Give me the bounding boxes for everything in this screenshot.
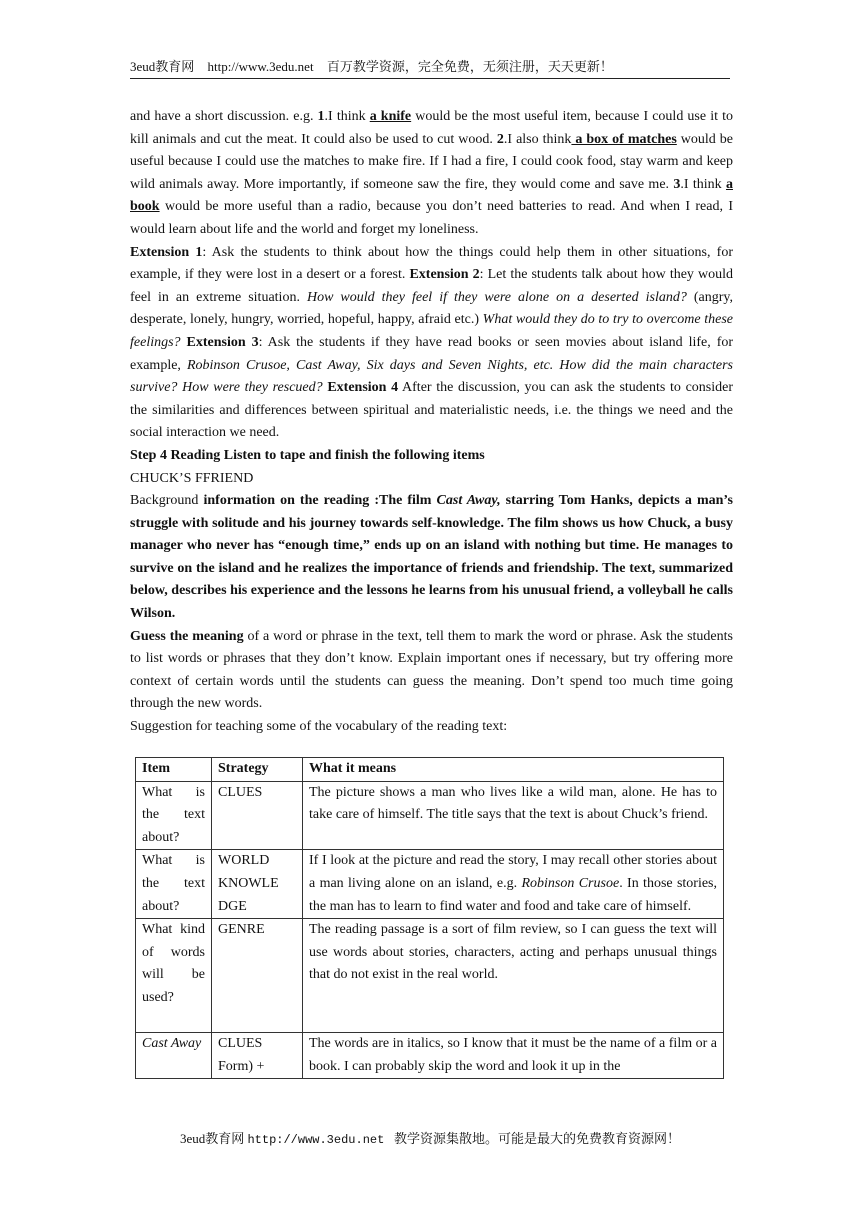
page-header xyxy=(130,56,730,79)
table-row xyxy=(136,850,724,919)
header-slogan: 百万教学资源，完全免费，无须注册，天天更新！ xyxy=(326,59,613,74)
column-header-meaning: What it means xyxy=(303,758,724,782)
chuck-title: CHUCK’S FFRIEND xyxy=(130,470,254,486)
footer-url[interactable]: http://www.3edu.net xyxy=(247,1133,385,1147)
extensions-paragraph: Extension 1: Ask the students to think about how the things could help them in other situations, for example, if they were lost in a desert or a forest. Extension 2: Let the students talk about how they would feel in an extreme situation. How would they feel if they were alone on a deserted island? (angry, desperate, lonely, hungry, worried, hopeful, happy, afraid etc.) What would they do to try to overcome these feelings? Extension 3: Ask the students if they have read books or seen movies about island life, for example, Robinson Crusoe, Cast Away, Six days and Seven Nights, etc. How did the main characters survive? How were they rescued? Extension 4 After the discussion, you can ask the students to consider the similarities and differences between spiritual and materialistic needs, i.e. the things we need and the social interaction we need. xyxy=(130,244,734,441)
cell-meaning: The words are in italics, so I know that it must be the name of a film or a book. I can probably skip the word and look it up in the xyxy=(303,1033,724,1079)
header-url[interactable]: http://www.3edu.net xyxy=(207,59,314,74)
cell-item: What is the text about? xyxy=(136,781,212,850)
table-row xyxy=(136,1033,724,1079)
cell-item: Cast Away xyxy=(136,1033,212,1079)
background-paragraph: Background information on the reading :The film Cast Away, starring Tom Hanks, depicts a man’s struggle with solitude and his journey towards self-knowledge. The film shows us how Chuck, a busy manager who never has “enough time,” ends up on an island with nothing but time. He manages to survive on the island and he realizes the importance of friends and friendship. The text, summarized below, describes his experience and the lessons he learns from his unusual friend, a volleyball he calls Wilson. xyxy=(130,493,733,622)
cell-meaning: If I look at the picture and read the story, I may recall other stories about a man living alone on an island, e.g. Robinson Crusoe. In those stories, the man has to learn to find water and food and take care of himself. xyxy=(303,850,724,919)
cell-strategy: CLUES Form) + xyxy=(212,1033,303,1079)
column-header-item: Item xyxy=(136,758,212,782)
footer-slogan: 教学资源集散地。可能是最大的免费教育资源网！ xyxy=(394,1131,681,1146)
guess-paragraph: Guess the meaning of a word or phrase in the text, tell them to mark the word or phrase. Ask the students to list words or phrases that they don’t know. Explain important ones if necessary, but try offering more context of certain words until the students can guess the meaning. Don’t spend too much time going through the new words. xyxy=(130,628,733,712)
header-site-name: 3eud教育网 xyxy=(130,59,195,74)
footer-site-name: 3eud教育网 xyxy=(179,1131,245,1146)
page-footer xyxy=(0,1128,860,1147)
example-paragraph: and have a short discussion. e.g. 1.I think a knife would be the most useful item, because I could use it to kill animals and cut the meat. It could also be used to cut wood. 2.I also think a box of matches would be useful because I could use the matches to make fire. If I had a fire, I could cook food, stay warm and keep wild animals away. More importantly, if someone saw the fire, they would come and save me. 3.I think a book would be more useful than a radio, because you don’t need batteries to read. And when I read, I would learn about life and the world and forget my loneliness. xyxy=(130,109,734,237)
cell-meaning: The picture shows a man who lives like a wild man, alone. He has to take care of himself. The title says that the text is about Chuck’s friend. xyxy=(303,781,724,850)
cell-strategy: GENRE xyxy=(212,919,303,1033)
table-row xyxy=(136,781,724,850)
suggestion-line: Suggestion for teaching some of the vocabulary of the reading text: xyxy=(130,719,508,735)
cell-item: What kind of words will be used? xyxy=(136,919,212,1033)
underlined-item: a box of matches xyxy=(571,131,677,147)
underlined-item: a knife xyxy=(369,109,412,124)
vocabulary-table xyxy=(135,757,724,1079)
document-body xyxy=(130,106,733,739)
column-header-strategy: Strategy xyxy=(212,758,303,782)
cell-meaning: The reading passage is a sort of film review, so I can guess the text will use words about stories, characters, acting and perhaps unusual things that do not exist in the real world. xyxy=(303,919,724,1033)
table-row xyxy=(136,919,724,1033)
cell-item: What is the text about? xyxy=(136,850,212,919)
cell-strategy: CLUES xyxy=(212,781,303,850)
step4-heading: Step 4 Reading Listen to tape and finish the following items xyxy=(130,447,485,463)
table-header-row xyxy=(136,758,724,782)
underlined-item: a book xyxy=(130,176,733,215)
cell-strategy: WORLD KNOWLE DGE xyxy=(212,850,303,919)
